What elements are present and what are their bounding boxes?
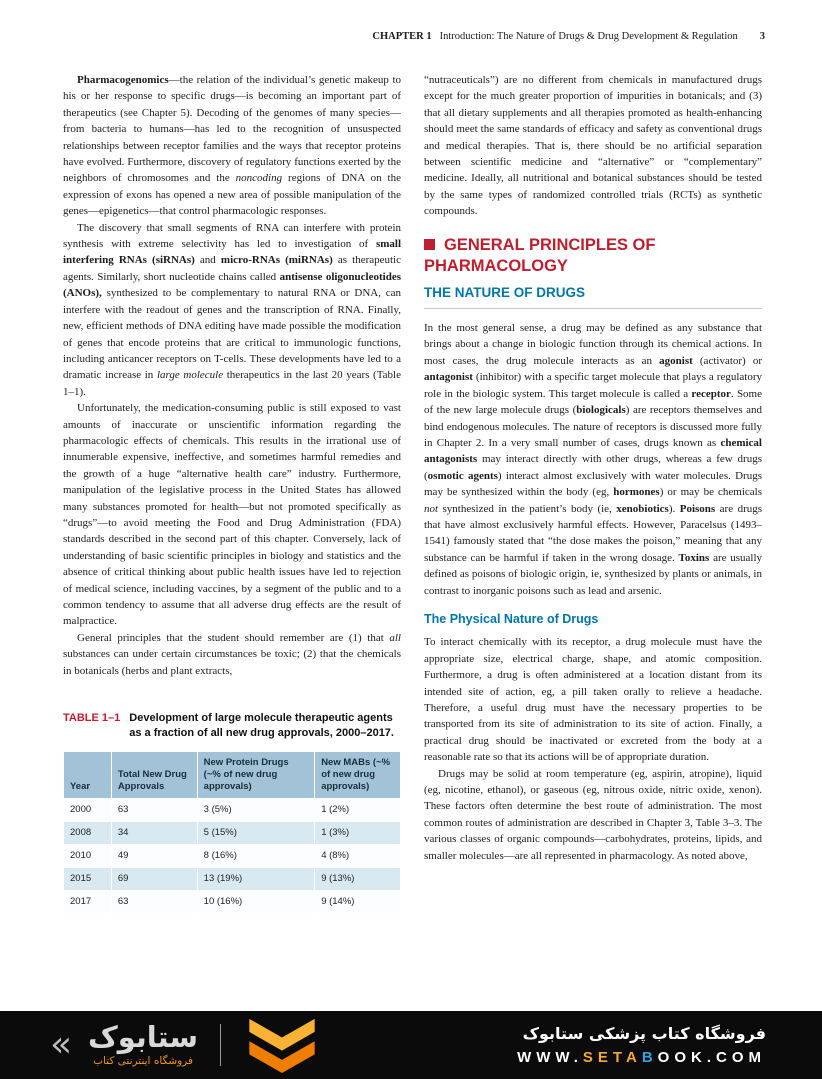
table-cell: 2015: [64, 868, 112, 891]
chapter-label: CHAPTER 1: [372, 31, 432, 42]
table-cell: 4 (8%): [315, 845, 401, 868]
table-row: [64, 845, 401, 868]
footer-divider: [220, 1024, 221, 1066]
table-cell: 63: [111, 799, 197, 822]
paragraph-public-information: Unfortunately, the medication-consuming public is still exposed to vast amounts of inaccurate or unscientific information regarding the pharmacologic effects of chemicals. This results in the irrational use of innumerable expensive, ineffective, and sometimes harmful remedies and the growth of a huge “alternative health care” industry. Furthermore, manipulation of the legislative process in the United States has allowed many substances promoted for health—but not promoted specifically as “drugs”—to avoid meeting the Food and Drug Administration (FDA) standards described in the second part of this chapter. Conversely, lack of understanding of basic scientific principles in biology and statistics and the absence of critical thinking about public health issues have led to rejection of medical science, including vaccines, by a segment of the public and to a common tendency to assume that all adverse drug effects are the result of malpractice.: [63, 402, 401, 628]
table-cell: 63: [111, 891, 197, 914]
column-header-total-approvals: Total New Drug Approvals: [111, 752, 197, 799]
setabook-wordmark: [88, 1020, 199, 1067]
brand-name: ستابوک: [88, 1020, 199, 1054]
page-number: 3: [759, 31, 765, 42]
table-cell: 9 (14%): [315, 891, 401, 914]
table-cell: 13 (19%): [197, 868, 315, 891]
brand-tagline: فروشگاه اینترنتی کتاب: [93, 1055, 193, 1067]
table-row: [64, 822, 401, 845]
table-cell: 1 (3%): [315, 822, 401, 845]
table-label: TABLE 1–1: [63, 712, 121, 725]
table-caption: [63, 711, 401, 741]
table-row: [64, 799, 401, 822]
table-cell: 2010: [64, 845, 112, 868]
paragraph-rna-discovery: The discovery that small segments of RNA can interfere with protein synthesis with extreme selectivity has led to investigation of small interfering RNAs (siRNAs) and micro-RNAs (miRNAs) as therapeutic agents. Similarly, short nucleotide chains called antisense oligonucleotides (ANOs), synthesized to be complementary to natural RNA or DNA, can interfere with the readout of genes and the transcription of RNA. Finally, new, efficient methods of DNA editing have made possible the modification of genes that encode proteins that are critical to immunologic functions, including anticancer receptors on T-cells. These developments have led to a dramatic increase in large molecule therapeutics in the last 20 years (Table 1–1).: [63, 221, 401, 398]
paragraph-pharmacogenomics: Pharmacogenomics—the relation of the individual’s genetic makeup to his or her response to specific drugs—is becoming an important part of therapeutics (see Chapter 5). Decoding of the genomes of many species—from bacteria to humans—has led to the recognition of unsuspected relationships between receptor families and the ways that receptor proteins have evolved. Furthermore, discovery of regulatory functions exerted by the neighbors of chromosomes and the noncoding regions of DNA on the expression of exons has opened a new area of possible manipulation of the genes—epigenetics—that control pharmacologic responses.: [63, 74, 401, 218]
section-heading-general-principles: [424, 235, 762, 277]
chapter-title: Introduction: The Nature of Drugs & Drug Development & Regulation: [439, 31, 738, 42]
store-title: فروشگاه کتاب پزشکی ستابوک: [522, 1024, 766, 1043]
footer-right-block: [517, 1024, 766, 1066]
table-row: [64, 891, 401, 914]
right-column: [424, 72, 762, 1013]
section-heading-text: GENERAL PRINCIPLES OF PHARMACOLOGY: [424, 235, 656, 275]
table-header-row: [64, 752, 401, 799]
table-cell: 49: [111, 845, 197, 868]
paragraph-nutraceuticals: “nutraceuticals”) are no different from chemicals in manufactured drugs except for the much greater proportion of impurities in botanicals; and (3) that all dietary supplements and all therapies promoted as health-enhancing should meet the same standards of efficacy and safety as conventional drugs and medical therapies. That is, there should be no artificial separation between scientific medicine and “alternative” or “complementary” medicine. Ideally, all nutritional and botanical substances should be tested by the same types of randomized controlled trials (RCTs) as synthetic compounds.: [424, 74, 762, 218]
heading-physical-nature: The Physical Nature of Drugs: [424, 611, 599, 626]
drug-approvals-table: [63, 751, 401, 914]
double-chevron-icon: «: [50, 1023, 73, 1065]
table-cell: 5 (15%): [197, 822, 315, 845]
paragraph-drug-states: Drugs may be solid at room temperature (eg, aspirin, atropine), liquid (eg, nicotine, ethanol), or gaseous (eg, nitrous oxide, nitric oxide, xenon). These factors often determine the best route of administration. The most common routes of administration are described in Chapter 3, Table 3–3. The various classes of organic compounds—carbohydrates, proteins, lipids, and smaller molecules—are all represented in pharmacology. As noted above,: [424, 767, 762, 862]
table-title: Development of large molecule therapeutic agents as a fraction of all new drug approvals, 2000–2017.: [129, 712, 394, 740]
table-cell: 10 (16%): [197, 891, 315, 914]
table-1-1-block: [63, 711, 401, 914]
table-cell: 2017: [64, 891, 112, 914]
paragraph-general-principles: General principles that the student should remember are (1) that all substances can under certain circumstances be toxic; (2) that the chemicals in botanicals (herbs and plant extracts,: [63, 631, 401, 677]
table-cell: 3 (5%): [197, 799, 315, 822]
paragraph-receptor-interaction: To interact chemically with its receptor, a drug molecule must have the appropriate size, electrical charge, shape, and atomic composition. Furthermore, a drug is often administered at a location distant from its intended site of action, eg, a pill taken orally to relieve a headache. Therefore, a useful drug must have the necessary properties to be transported from its site of administration to its site of action. Finally, a practical drug should be inactivated or excreted from the body at a reasonable rate so that its actions will be of appropriate duration.: [424, 636, 762, 764]
page-header: [63, 31, 765, 42]
table-cell: 69: [111, 868, 197, 891]
table-cell: 9 (13%): [315, 868, 401, 891]
column-header-new-mabs: New MABs (~% of new drug approvals): [315, 752, 401, 799]
setabook-emblem-icon: [243, 1017, 321, 1073]
table-cell: 2008: [64, 822, 112, 845]
column-header-year: Year: [64, 752, 112, 799]
table-cell: 34: [111, 822, 197, 845]
paragraph-drug-definition: In the most general sense, a drug may be defined as any substance that brings about a change in biologic function through its chemical actions. In most cases, the drug molecule interacts as an agonist (activator) or antagonist (inhibitor) with a specific target molecule that plays a regulatory role in the biologic system. This target molecule is called a receptor. Some of the new large molecule drugs (biologicals) are receptors themselves and bind endogenous molecules. The nature of receptors is discussed more fully in Chapter 2. In a very small number of cases, drugs known as chemical antagonists may interact directly with other drugs, whereas a few drugs (osmotic agents) interact almost exclusively with water molecules. Drugs may be synthesized within the body (eg, hormones) or may be chemicals not synthesized in the patient’s body (ie, xenobiotics). Poisons are drugs that have almost exclusively harmful effects. However, Paracelsus (1493–1541) famously stated that “the dose makes the poison,” meaning that any substance can be harmful if taken in the wrong dosage. Toxins are usually defined as poisons of biologic origin, ie, synthesized by plants or animals, in contrast to inorganic poisons such as lead and arsenic.: [424, 322, 762, 597]
subsection-heading-nature-of-drugs: THE NATURE OF DRUGS: [424, 285, 762, 309]
column-header-new-protein-drugs: New Protein Drugs (~% of new drug approvals): [197, 752, 315, 799]
website-url: WWW.SETABOOK.COM: [517, 1049, 766, 1066]
table-cell: 1 (2%): [315, 799, 401, 822]
table-cell: 2000: [64, 799, 112, 822]
red-square-icon: [424, 239, 435, 250]
table-row: [64, 868, 401, 891]
left-column: [63, 72, 401, 1013]
footer-banner: [0, 1011, 822, 1079]
table-cell: 8 (16%): [197, 845, 315, 868]
